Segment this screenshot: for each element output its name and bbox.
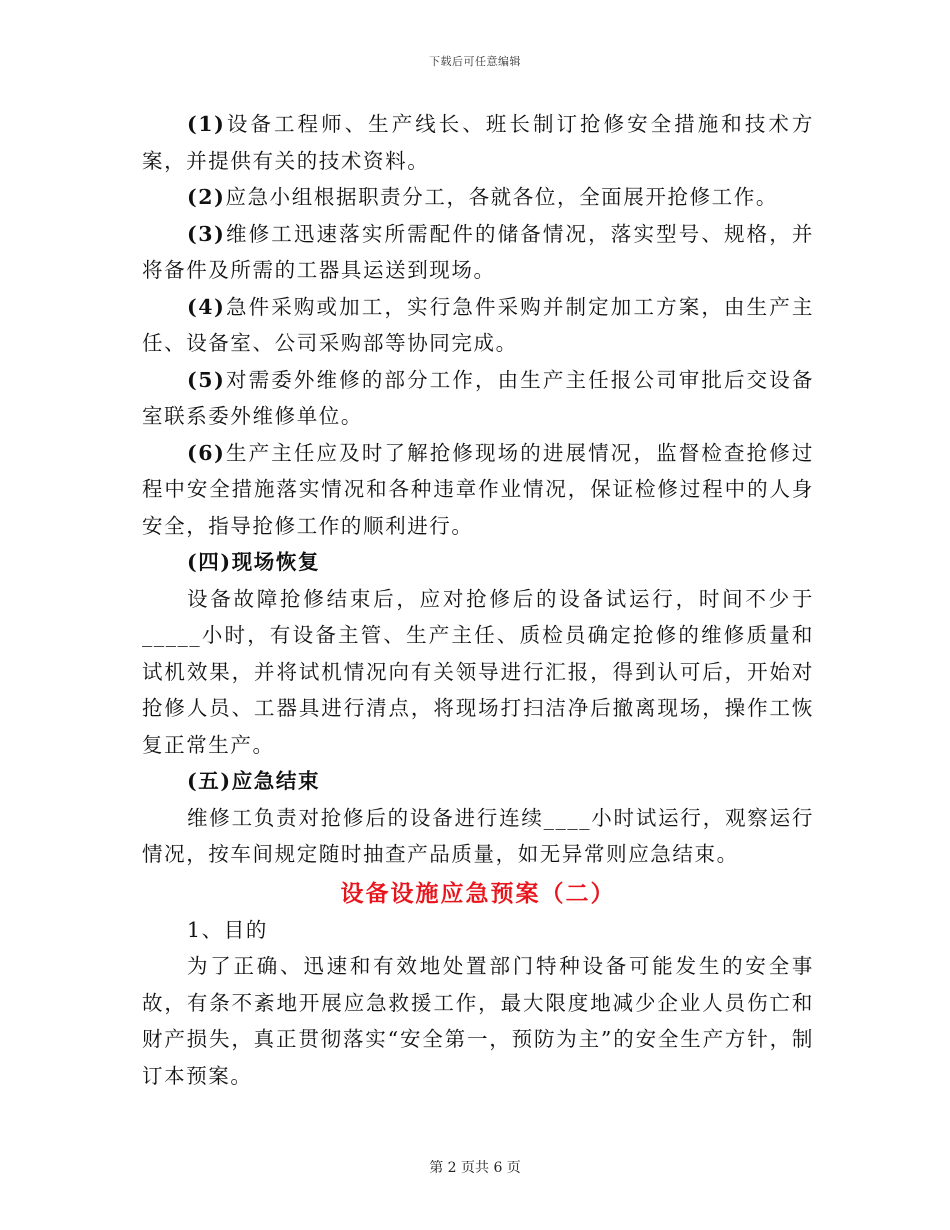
purpose-paragraph: 为了正确、迅速和有效地处置部门特种设备可能发生的安全事故，有条不紊地开展应急救援工作，最大限度地减少企业人员伤亡和财产损失，真正贯彻落实“安全第一，预防为主”的安全生产方针，制订本预案。 xyxy=(142,954,814,1088)
section-paragraph-site-recovery: 设备故障抢修结束后，应对抢修后的设备试运行，时间不少于_____小时，有设备主管、生产主任、质检员确定抢修的维修质量和试机效果，并将试机情况向有关领导进行汇报，得到认可后，开始对抢修人员、工器具进行清点，将现场打扫洁净后撤离现场，操作工恢复正常生产。 xyxy=(142,586,814,757)
item-number: (1) xyxy=(187,112,226,136)
list-item-5 xyxy=(142,362,814,435)
section-paragraph-emergency-end: 维修工负责对抢修后的设备进行连续____小时试运行，观察运行情况，按车间规定随时抽查产品质量，如无异常则应急结束。 xyxy=(142,805,814,866)
list-item-1 xyxy=(142,106,814,179)
section-heading-site-recovery: (四)现场恢复 xyxy=(187,550,321,574)
item-text: 急件采购或加工，实行急件采购并制定加工方案，由生产主任、设备室、公司采购部等协同完成。 xyxy=(142,294,814,355)
page-header: 下载后可任意编辑 xyxy=(429,55,521,68)
list-item-2 xyxy=(142,179,814,216)
item-text: 应急小组根据职责分工，各就各位，全面展开抢修工作。 xyxy=(225,185,778,209)
item-number: (5) xyxy=(187,367,226,392)
item-number: (6) xyxy=(187,440,226,465)
item-text: 设备工程师、生产线长、班长制订抢修安全措施和技术方案，并提供有关的技术资料。 xyxy=(142,112,814,173)
document-body xyxy=(142,106,814,1094)
list-item-4 xyxy=(142,289,814,362)
item-text: 对需委外维修的部分工作，由生产主任报公司审批后交设备室联系委外维修单位。 xyxy=(142,367,814,428)
item-text: 维修工迅速落实所需配件的储备情况，落实型号、规格，并将备件及所需的工器具运送到现场。 xyxy=(142,221,814,282)
item-number: (2) xyxy=(187,185,226,209)
item-number: (3) xyxy=(187,221,226,246)
section-title: 设备设施应急预案（二） xyxy=(340,879,616,907)
purpose-heading: 1、目的 xyxy=(187,917,268,942)
list-item-6 xyxy=(142,435,814,545)
item-number: (4) xyxy=(187,294,226,319)
page-footer: 第 2 页共 6 页 xyxy=(429,1160,521,1176)
item-text: 生产主任应及时了解抢修现场的进展情况，监督检查抢修过程中安全措施落实情况和各种违章作业情况，保证检修过程中的人身安全，指导抢修工作的顺利进行。 xyxy=(142,440,814,538)
list-item-3 xyxy=(142,216,814,289)
section-heading-emergency-end: (五)应急结束 xyxy=(187,769,321,793)
